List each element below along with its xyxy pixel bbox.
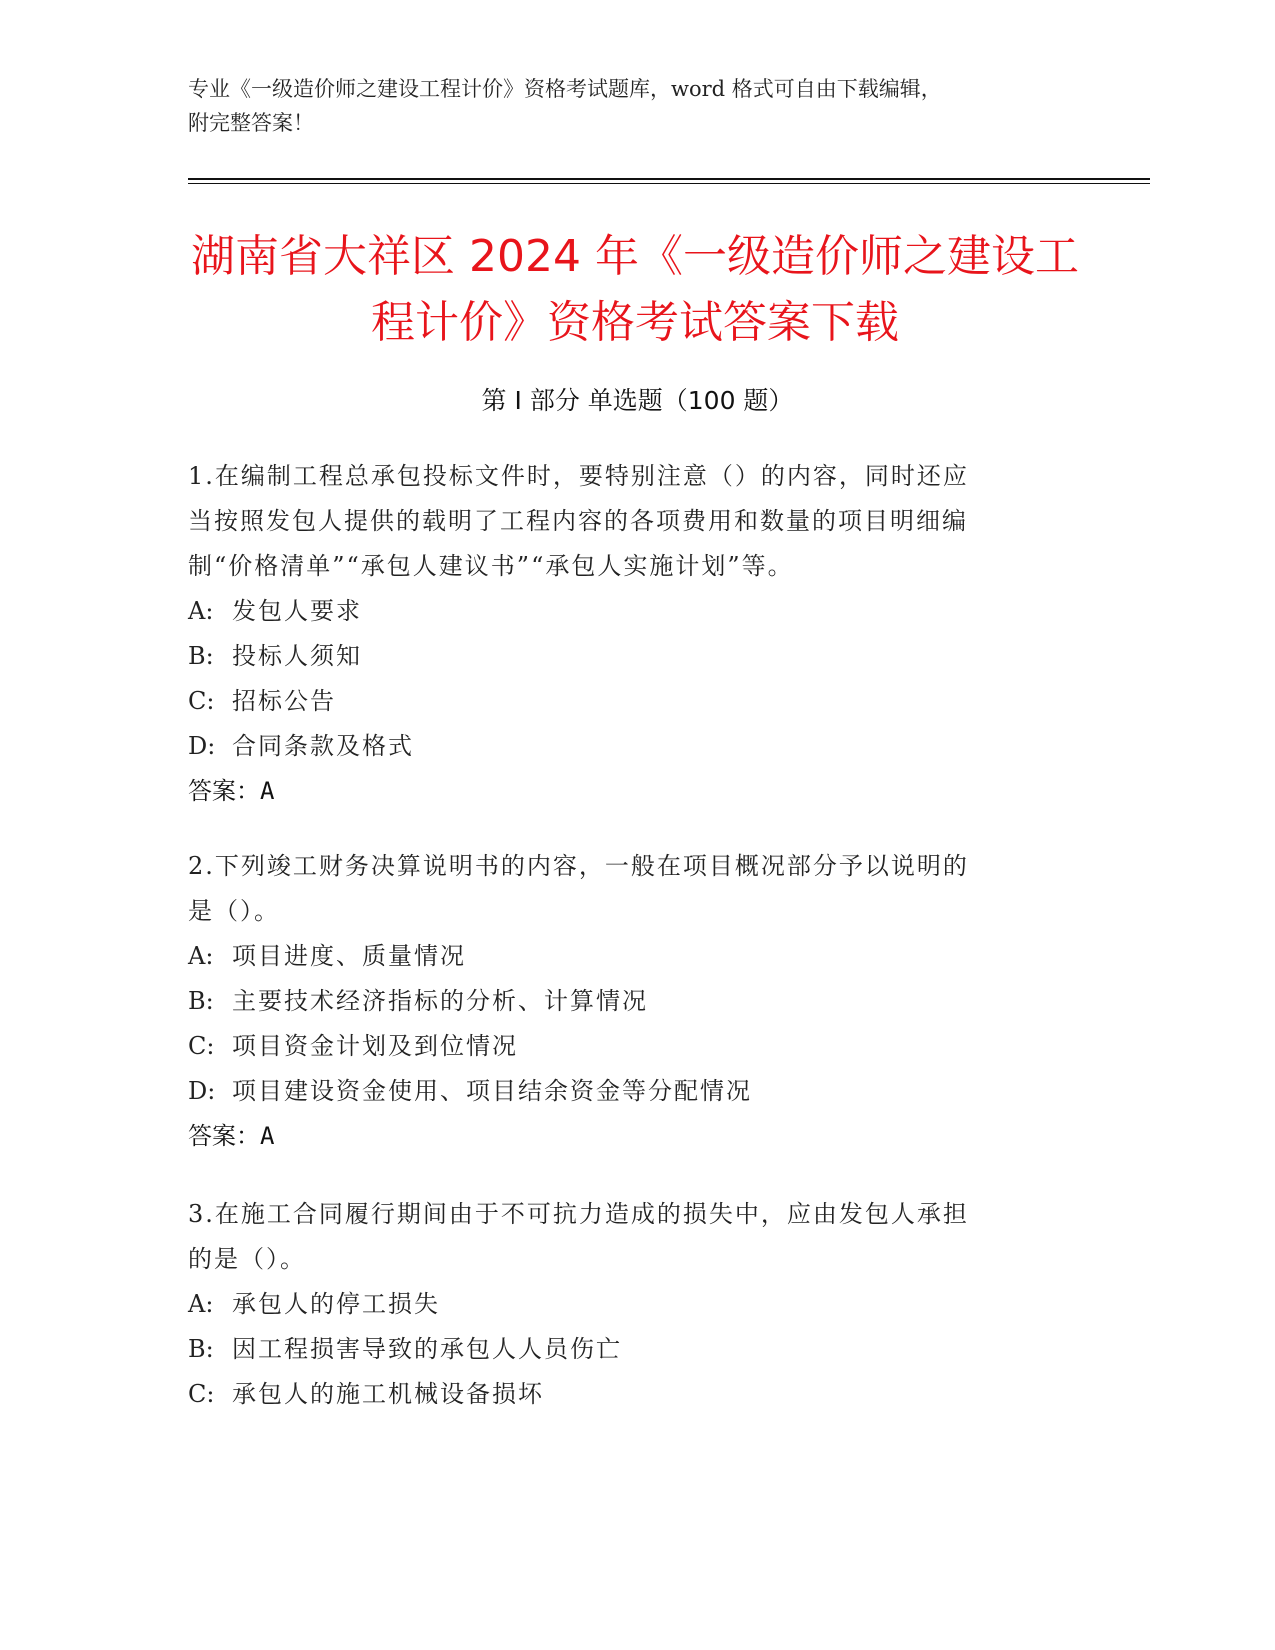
option-letter: B: bbox=[188, 987, 214, 1015]
option-c bbox=[188, 679, 1068, 724]
option-text: 发包人要求 bbox=[232, 597, 362, 625]
option-letter: A: bbox=[188, 597, 214, 625]
option-text: 合同条款及格式 bbox=[232, 732, 414, 760]
option-letter: B: bbox=[188, 642, 214, 670]
section-title: 第 I 部分 单选题（100 题） bbox=[481, 386, 794, 415]
option-a bbox=[188, 589, 1068, 634]
question-2 bbox=[188, 844, 1068, 1159]
option-b bbox=[188, 634, 1068, 679]
answer bbox=[188, 769, 1068, 814]
option-letter: C: bbox=[188, 1380, 215, 1408]
option-c bbox=[188, 1372, 1068, 1417]
option-letter: D: bbox=[188, 732, 216, 760]
answer bbox=[188, 1114, 1068, 1159]
question-stem-line: 当按照发包人提供的载明了工程内容的各项费用和数量的项目明细编 bbox=[188, 507, 968, 535]
option-a bbox=[188, 934, 1068, 979]
document-title-line: 湖南省大祥区 2024 年《一级造价师之建设工 bbox=[191, 231, 1079, 282]
option-text: 项目建设资金使用、项目结余资金等分配情况 bbox=[232, 1077, 752, 1105]
document-title-line: 程计价》资格考试答案下载 bbox=[371, 297, 899, 348]
option-d bbox=[188, 724, 1068, 769]
option-letter: A: bbox=[188, 942, 214, 970]
option-text: 承包人的施工机械设备损坏 bbox=[232, 1380, 544, 1408]
option-text: 项目资金计划及到位情况 bbox=[232, 1032, 518, 1060]
option-letter: C: bbox=[188, 1032, 215, 1060]
header-note-line: 专业《一级造价师之建设工程计价》资格考试题库，word 格式可自由下载编辑， bbox=[188, 77, 942, 101]
answer-value: A bbox=[260, 1122, 275, 1150]
header-note bbox=[188, 72, 1088, 140]
answer-label: 答案： bbox=[188, 777, 260, 805]
option-text: 因工程损害导致的承包人人员伤亡 bbox=[232, 1335, 622, 1363]
option-b bbox=[188, 1327, 1068, 1372]
option-letter: B: bbox=[188, 1335, 214, 1363]
question-stem-line: 制“价格清单”“承包人建议书”“承包人实施计划”等。 bbox=[188, 552, 794, 580]
option-text: 承包人的停工损失 bbox=[232, 1290, 440, 1318]
option-d bbox=[188, 1069, 1068, 1114]
option-c bbox=[188, 1024, 1068, 1069]
option-letter: A: bbox=[188, 1290, 214, 1318]
option-text: 项目进度、质量情况 bbox=[232, 942, 466, 970]
option-b bbox=[188, 979, 1068, 1024]
answer-value: A bbox=[260, 777, 275, 805]
question-3 bbox=[188, 1192, 1068, 1417]
question-stem-line: 2.下列竣工财务决算说明书的内容，一般在项目概况部分予以说明的 bbox=[188, 852, 969, 880]
question-stem-line: 3.在施工合同履行期间由于不可抗力造成的损失中，应由发包人承担 bbox=[188, 1200, 969, 1228]
question-stem-line: 1.在编制工程总承包投标文件时，要特别注意（）的内容，同时还应 bbox=[188, 462, 969, 490]
document-title bbox=[160, 224, 1110, 356]
answer-label: 答案： bbox=[188, 1122, 260, 1150]
header-note-line: 附完整答案！ bbox=[188, 111, 314, 135]
option-letter: C: bbox=[188, 687, 215, 715]
header-divider-thin bbox=[188, 183, 1150, 184]
option-text: 招标公告 bbox=[232, 687, 336, 715]
question-stem-line: 的是（）。 bbox=[188, 1245, 306, 1273]
option-text: 投标人须知 bbox=[232, 642, 362, 670]
question-1 bbox=[188, 454, 1068, 814]
option-a bbox=[188, 1282, 1068, 1327]
header-divider-thick bbox=[188, 178, 1150, 180]
option-text: 主要技术经济指标的分析、计算情况 bbox=[232, 987, 648, 1015]
question-stem-line: 是（）。 bbox=[188, 897, 280, 925]
option-letter: D: bbox=[188, 1077, 216, 1105]
